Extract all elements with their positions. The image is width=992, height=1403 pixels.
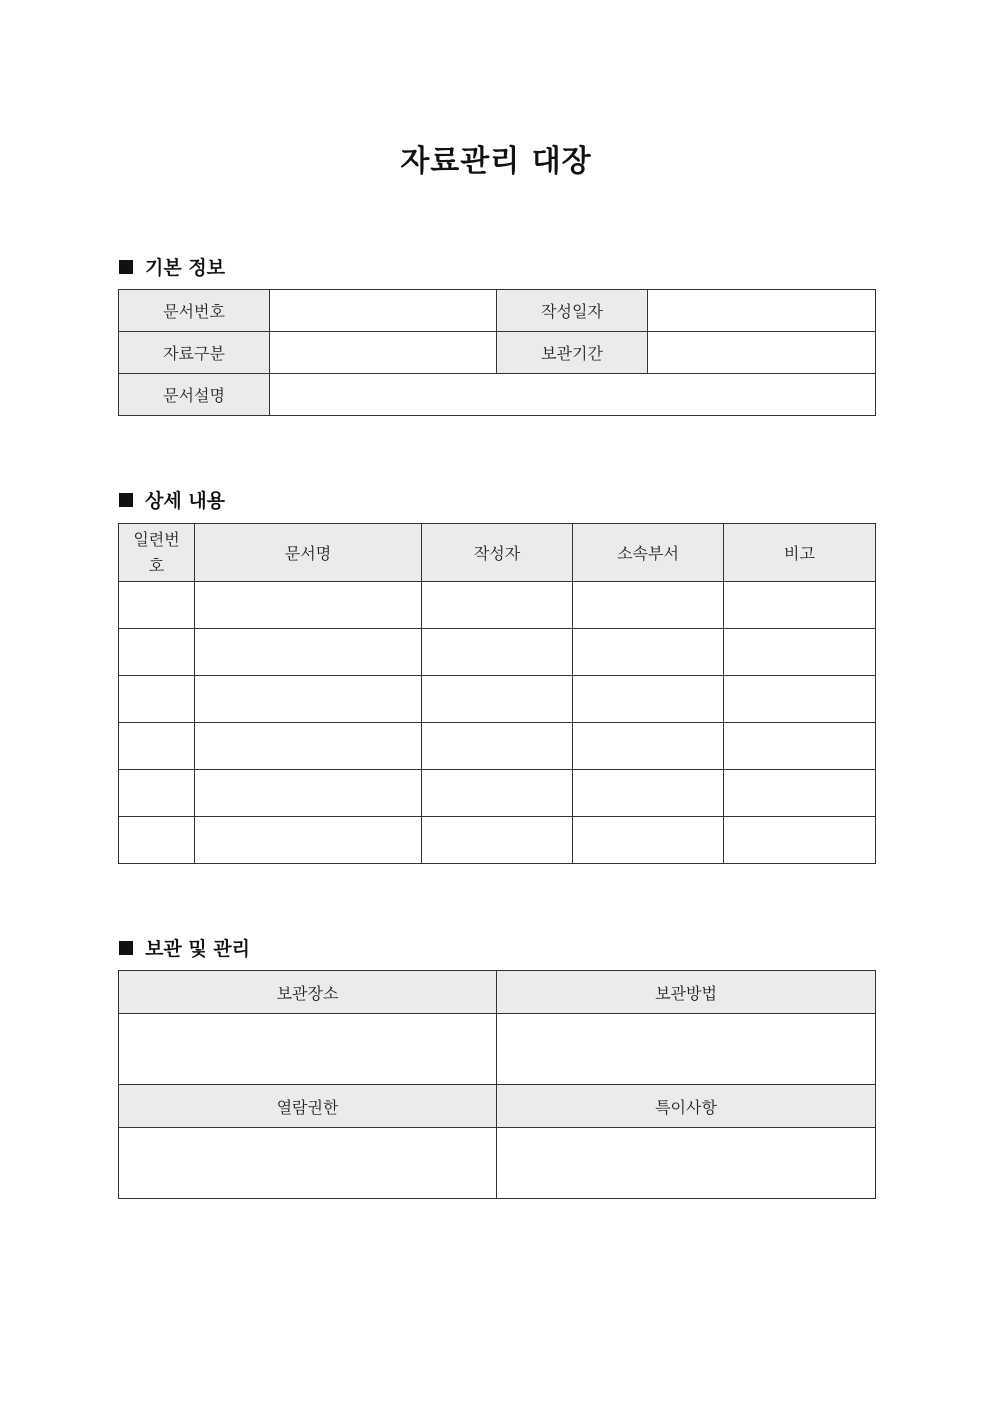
table-cell[interactable]	[119, 629, 195, 676]
table-row	[119, 770, 876, 817]
access-label: 열람권한	[119, 1085, 497, 1128]
table-cell[interactable]	[724, 629, 876, 676]
table-cell[interactable]	[119, 770, 195, 817]
table-row	[119, 1128, 876, 1199]
table-row	[119, 374, 876, 416]
square-bullet-icon	[119, 493, 133, 507]
table-row	[119, 332, 876, 374]
retention-label: 보관기간	[497, 332, 648, 374]
column-header-remarks: 비고	[724, 524, 876, 582]
table-cell[interactable]	[195, 582, 422, 629]
column-header-author: 작성자	[422, 524, 573, 582]
method-field[interactable]	[497, 1014, 876, 1085]
table-row	[119, 290, 876, 332]
storage-table	[118, 970, 876, 1199]
table-cell[interactable]	[195, 723, 422, 770]
table-cell[interactable]	[724, 723, 876, 770]
table-row	[119, 1014, 876, 1085]
table-cell[interactable]	[119, 817, 195, 864]
column-header-serial: 일련번호	[119, 524, 195, 582]
table-row	[119, 723, 876, 770]
location-field[interactable]	[119, 1014, 497, 1085]
retention-field[interactable]	[648, 332, 876, 374]
square-bullet-icon	[119, 941, 133, 955]
table-header-row	[119, 1085, 876, 1128]
table-cell[interactable]	[195, 817, 422, 864]
table-cell[interactable]	[195, 770, 422, 817]
notes-field[interactable]	[497, 1128, 876, 1199]
table-cell[interactable]	[422, 582, 573, 629]
section-heading-storage	[119, 934, 250, 961]
table-cell[interactable]	[724, 676, 876, 723]
table-cell[interactable]	[422, 817, 573, 864]
section-heading-basic-text: 기본 정보	[145, 257, 226, 279]
table-header-row	[119, 524, 876, 582]
table-cell[interactable]	[573, 770, 724, 817]
table-cell[interactable]	[422, 723, 573, 770]
section-heading-detail	[119, 486, 225, 513]
table-header-row	[119, 971, 876, 1014]
table-cell[interactable]	[724, 582, 876, 629]
table-cell[interactable]	[422, 770, 573, 817]
description-field[interactable]	[270, 374, 876, 416]
doc-number-field[interactable]	[270, 290, 497, 332]
access-field[interactable]	[119, 1128, 497, 1199]
table-cell[interactable]	[573, 676, 724, 723]
table-cell[interactable]	[422, 629, 573, 676]
table-cell[interactable]	[724, 770, 876, 817]
table-cell[interactable]	[195, 629, 422, 676]
table-cell[interactable]	[724, 817, 876, 864]
detail-table	[118, 523, 876, 864]
table-cell[interactable]	[573, 629, 724, 676]
table-cell[interactable]	[119, 676, 195, 723]
table-cell[interactable]	[573, 817, 724, 864]
page-title: 자료관리 대장	[400, 144, 592, 179]
created-date-label: 작성일자	[497, 290, 648, 332]
table-row	[119, 582, 876, 629]
table-row	[119, 629, 876, 676]
column-header-department: 소속부서	[573, 524, 724, 582]
table-cell[interactable]	[573, 582, 724, 629]
method-label: 보관방법	[497, 971, 876, 1014]
doc-number-label: 문서번호	[119, 290, 270, 332]
section-heading-detail-text: 상세 내용	[145, 490, 226, 512]
section-heading-storage-text: 보관 및 관리	[145, 938, 250, 960]
notes-label: 특이사항	[497, 1085, 876, 1128]
location-label: 보관장소	[119, 971, 497, 1014]
created-date-field[interactable]	[648, 290, 876, 332]
table-cell[interactable]	[422, 676, 573, 723]
basic-info-table	[118, 289, 876, 416]
category-field[interactable]	[270, 332, 497, 374]
table-cell[interactable]	[119, 582, 195, 629]
table-row	[119, 817, 876, 864]
category-label: 자료구분	[119, 332, 270, 374]
table-cell[interactable]	[119, 723, 195, 770]
table-cell[interactable]	[195, 676, 422, 723]
table-cell[interactable]	[573, 723, 724, 770]
section-heading-basic	[119, 253, 225, 280]
square-bullet-icon	[119, 260, 133, 274]
column-header-doc-name: 문서명	[195, 524, 422, 582]
table-row	[119, 676, 876, 723]
description-label: 문서설명	[119, 374, 270, 416]
